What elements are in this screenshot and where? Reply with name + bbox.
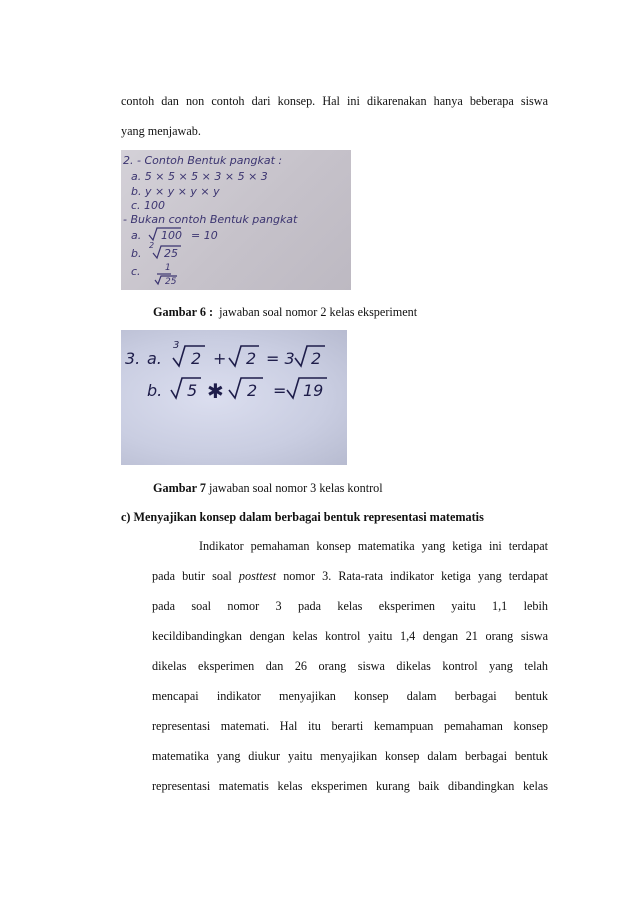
section-c-line-5: dikelas eksperimen dan 26 orang siswa dikelas kontrol yang telah	[152, 659, 548, 673]
hw7-radicand-3: 2	[311, 349, 322, 368]
radical-sign	[229, 378, 263, 398]
hw7-plus: +	[213, 349, 227, 368]
figure-7-caption-label: Gambar 7	[153, 481, 206, 495]
hw7-equals-2: =	[273, 381, 287, 400]
section-c-line-3: pada soal nomor 3 pada kelas eksperimen yaitu 1,1 lebih	[152, 599, 548, 613]
figure-6-handwriting	[121, 150, 351, 290]
section-c-line-2	[152, 568, 548, 584]
hw7-radicand-1: 2	[191, 349, 202, 368]
hw6-line-8-numerator: 1	[165, 263, 171, 273]
hw6-line-8-label: c.	[131, 265, 141, 278]
hw6-line-7-radicand: 25	[164, 247, 178, 260]
hw7-equals-1: = 3	[266, 349, 295, 368]
section-c-line-4: kecildibandingkan dengan kelas kontrol yaitu 1,4 dengan 21 orang siswa	[152, 629, 548, 643]
hw6-line-8-radicand: 25	[165, 277, 177, 287]
section-c-heading: c) Menyajikan konsep dalam berbagai bentuk representasi matematis	[121, 510, 484, 524]
figure-6-caption-label: Gambar 6 :	[153, 305, 214, 319]
hw7-cross-mark: ✱	[207, 379, 224, 403]
hw6-line-7-label: b.	[131, 247, 142, 260]
figure-7-caption-text: jawaban soal nomor 3 kelas kontrol	[208, 481, 383, 495]
section-c-line-7: representasi matemati. Hal itu berarti kemampuan pemahaman konsep	[152, 719, 548, 733]
section-c-line-9: representasi matematis kelas eksperimen kurang baik dibandingkan kelas	[152, 779, 548, 793]
hw6-line-6-radicand: 100	[161, 229, 182, 242]
hw6-line-3: b. y × y × y × y	[131, 185, 220, 198]
hw7-index: 3	[173, 340, 180, 351]
intro-line-2: yang menjawab.	[121, 124, 201, 138]
figure-7-caption	[153, 480, 383, 496]
posttest-term: posttest	[238, 569, 277, 583]
hw6-line-5: - Bukan contoh Bentuk pangkat	[123, 213, 298, 226]
hw7-number: 3.	[125, 349, 141, 368]
hw7-b-label: b.	[147, 381, 163, 400]
figure-7-photo	[121, 330, 347, 465]
hw7-radicand-5: 2	[247, 381, 258, 400]
hw7-radicand-4: 5	[187, 381, 198, 400]
figure-6-caption	[153, 304, 417, 320]
section-c-line-8: matematika yang diukur yaitu menyajikan konsep dalam berbagai bentuk	[152, 749, 548, 763]
section-c-first-line: Indikator pemahaman konsep matematika yang ketiga ini terdapat	[199, 539, 548, 553]
hw6-line-1: 2. - Contoh Bentuk pangkat :	[123, 154, 283, 167]
hw6-line-7-index: 2	[149, 241, 155, 250]
hw6-line-2: a. 5 × 5 × 5 × 3 × 5 × 3	[131, 170, 268, 183]
hw6-line-6-result: = 10	[191, 229, 218, 242]
hw7-radicand-6: 19	[303, 381, 324, 400]
figure-6-caption-text: jawaban soal nomor 2 kelas eksperiment	[219, 305, 418, 319]
hw7-a-label: a.	[147, 349, 162, 368]
hw6-line-4: c. 100	[131, 199, 166, 212]
section-c-line-2-post: nomor 3. Rata-rata indikator ketiga yang terdapat	[276, 569, 548, 583]
section-c-line-2-pre: pada butir soal	[152, 569, 239, 583]
figure-6-photo	[121, 150, 351, 290]
hw6-line-6-label: a.	[131, 229, 142, 242]
figure-7-handwriting	[121, 330, 347, 465]
section-c-line-6: mencapai indikator menyajikan konsep dalam berbagai bentuk	[152, 689, 548, 703]
intro-line-1: contoh dan non contoh dari konsep. Hal ini dikarenakan hanya beberapa siswa	[121, 94, 548, 108]
hw7-radicand-2: 2	[246, 349, 257, 368]
